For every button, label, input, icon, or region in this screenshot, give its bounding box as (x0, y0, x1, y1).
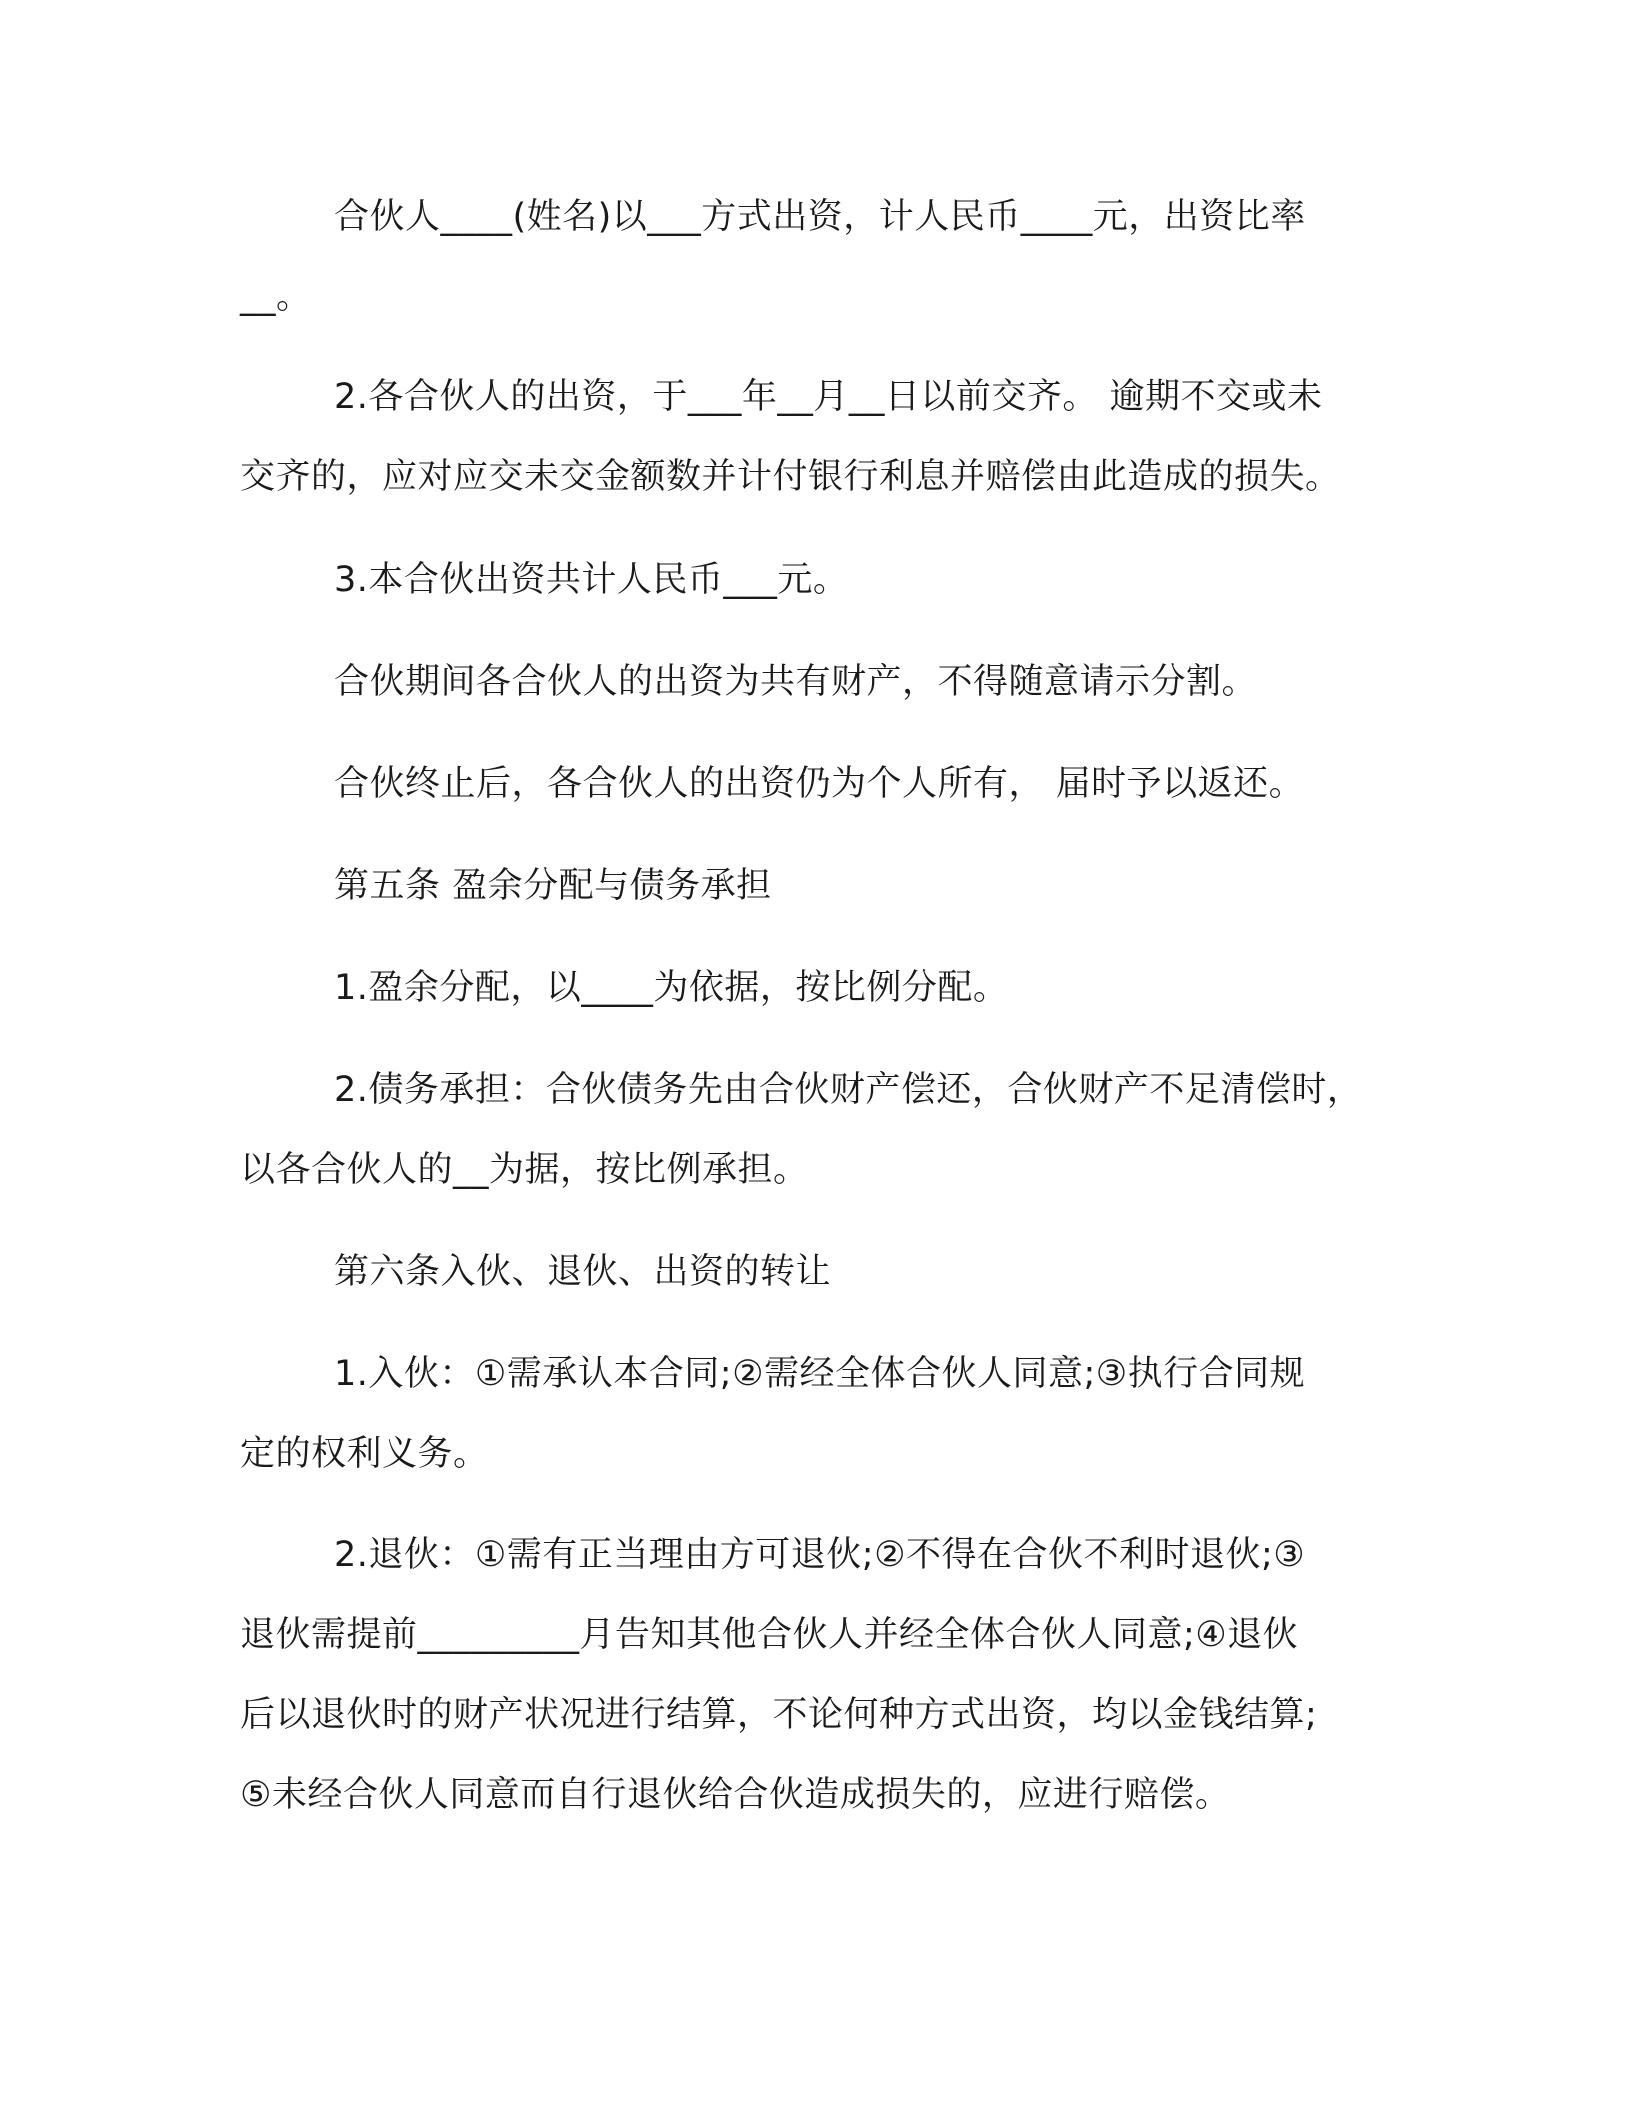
paragraph-line: 3.本合伙出资共计人民币___元。 (334, 560, 849, 600)
paragraph-line: 以各合伙人的__为据，按比例承担。 (240, 1150, 809, 1190)
paragraph-line: 2.退伙：①需有正当理由方可退伙;②不得在合伙不利时退伙;③ (334, 1535, 1306, 1575)
paragraph-line: 2.债务承担：合伙债务先由合伙财产偿还，合伙财产不足清偿时， (334, 1070, 1363, 1110)
paragraph-partner-contribution (240, 177, 1420, 337)
paragraph-line: 合伙人____(姓名)以___方式出资，计人民币____元，出资比率 (334, 197, 1306, 237)
paragraph-withdrawal (240, 1515, 1420, 1835)
paragraph-profit-distribution (240, 948, 1420, 1028)
paragraph-line: 定的权利义务。 (240, 1434, 489, 1474)
paragraph-contribution-deadline (240, 357, 1420, 517)
paragraph-line: 2.各合伙人的出资，于___年__月__日以前交齐。 逾期不交或未 (334, 377, 1323, 417)
paragraph-debt-bearing (240, 1050, 1420, 1210)
paragraph-line: 合伙终止后，各合伙人的出资仍为个人所有， 届时予以返还。 (334, 764, 1305, 804)
paragraph-line: 合伙期间各合伙人的出资为共有财产，不得随意请示分割。 (334, 662, 1258, 702)
paragraph-total-contribution (240, 540, 1420, 620)
paragraph-line: __。 (240, 277, 312, 317)
paragraph-line: ⑤未经合伙人同意而自行退伙给合伙造成损失的，应进行赔偿。 (240, 1775, 1231, 1815)
paragraph-line: 后以退伙时的财产状况进行结算，不论何种方式出资，均以金钱结算; (240, 1695, 1318, 1735)
paragraph-common-property (240, 642, 1420, 722)
paragraph-joining (240, 1334, 1420, 1494)
paragraph-line: 交齐的，应对应交未交金额数并计付银行利息并赔偿由此造成的损失。 (240, 457, 1341, 497)
paragraph-return-on-termination (240, 744, 1420, 824)
article-five-heading (240, 846, 1420, 926)
paragraph-line: 第五条 盈余分配与债务承担 (334, 866, 772, 906)
paragraph-line: 1.盈余分配，以____为依据，按比例分配。 (334, 968, 1009, 1008)
paragraph-line: 1.入伙：①需承认本合同;②需经全体合伙人同意;③执行合同规 (334, 1354, 1306, 1394)
article-six-heading (240, 1232, 1420, 1312)
paragraph-line: 退伙需提前_________月告知其他合伙人并经全体合伙人同意;④退伙 (240, 1615, 1299, 1655)
paragraph-line: 第六条入伙、退伙、出资的转让 (334, 1252, 832, 1292)
